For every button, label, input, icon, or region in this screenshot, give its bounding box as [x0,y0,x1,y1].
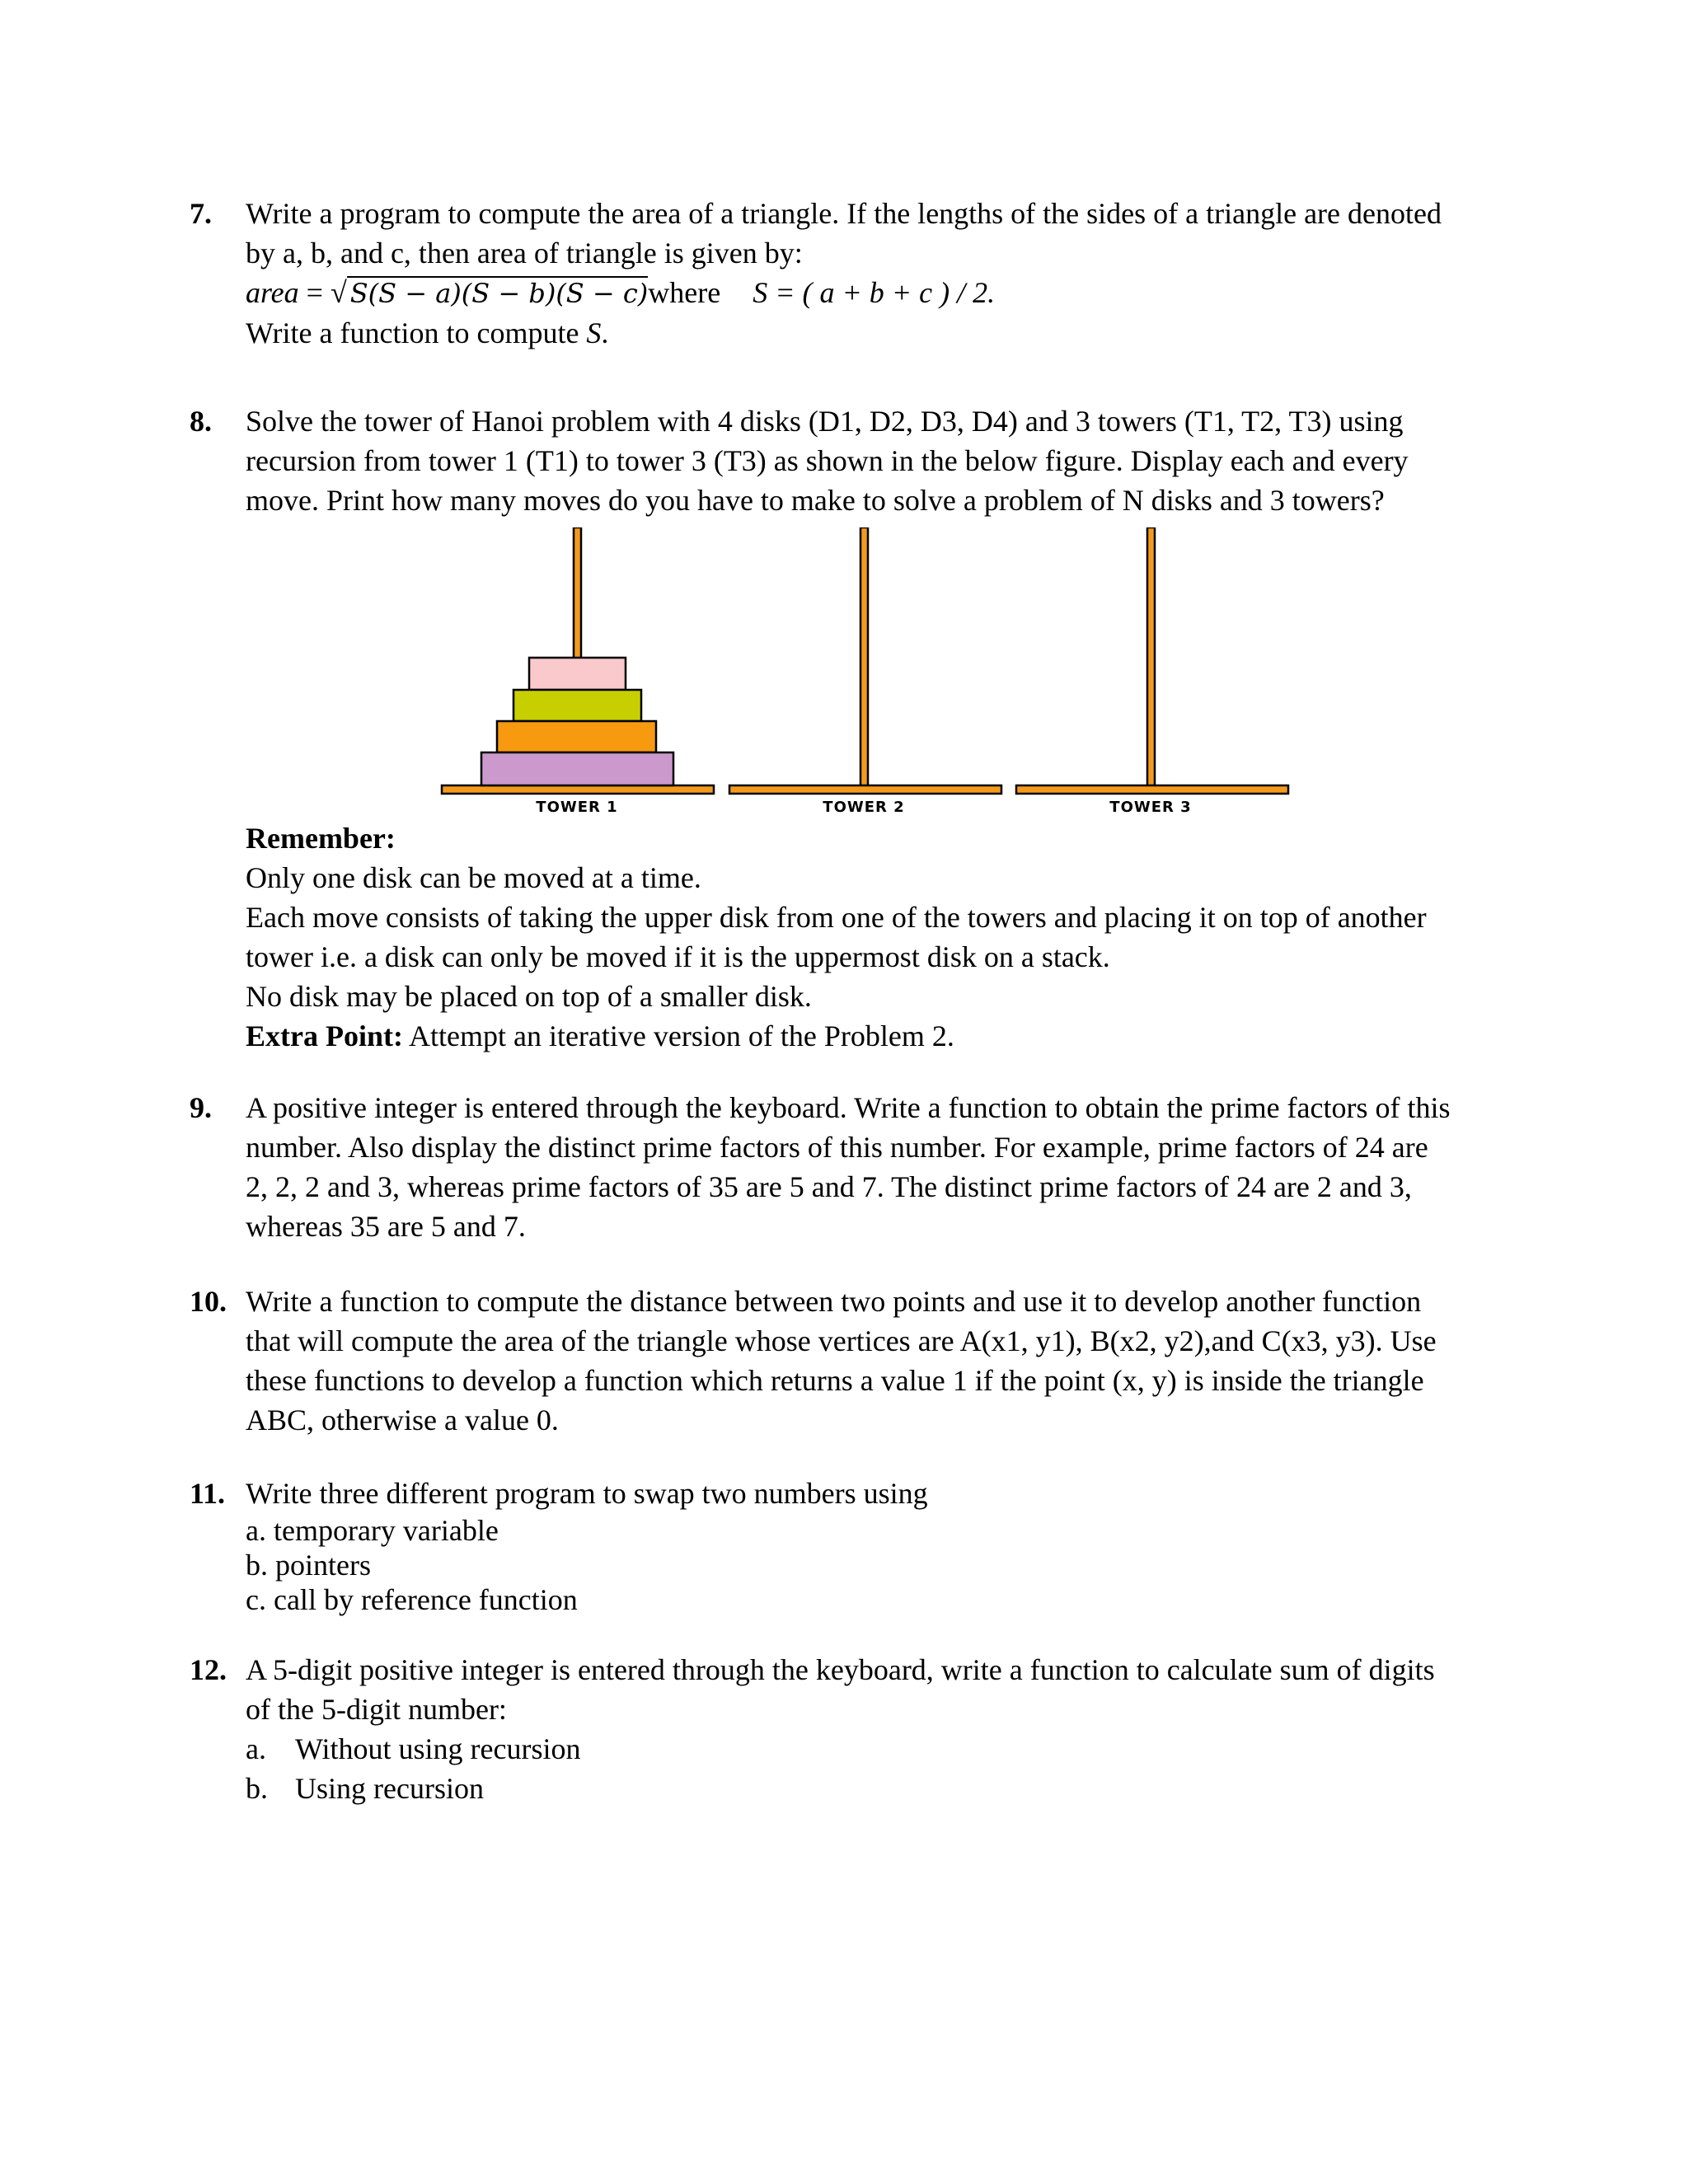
question-text-line: move. Print how many moves do you have to make to solve a problem of N disks and 3 towers? [246,484,1385,517]
formula-s-definition: S = ( a + b + c ) / 2. [753,276,996,309]
option-marker: b. [246,1772,268,1805]
question-text-line: these functions to develop a function which returns a value 1 if the point (x, y) is inside the triangle [246,1364,1424,1397]
disk-d3 [497,721,656,752]
tower-2-rod [860,527,868,790]
question-text-line: that will compute the area of the triangle whose vertices are A(x1, y1), B(x2, y2),and C(x3, y3). Use [246,1324,1437,1357]
question-number: 8. [190,405,212,438]
question-text-line: of the 5-digit number: [246,1693,507,1726]
tower-1-base [442,785,714,794]
question-body [246,1282,1531,1440]
question-number: 7. [190,197,212,230]
tower-3-label: TOWER 3 [1109,799,1192,816]
option-item [246,1729,1531,1769]
tower-2 [729,527,1001,794]
question-10 [190,1282,1508,1446]
tower-3 [1016,527,1288,794]
tower-3-base [1016,785,1288,794]
formula-where: where [648,276,721,309]
extra-point-text: Attempt an iterative version of the Problem 2. [402,1019,954,1052]
area-formula [246,273,1531,313]
option-item: c. call by reference function [246,1583,578,1616]
question-9 [190,1088,1508,1253]
tower-of-hanoi-figure [437,527,1294,820]
question-body [246,194,1531,353]
question-body [246,1650,1531,1808]
option-item [246,1769,1531,1808]
remember-line: Only one disk can be moved at a time. [246,861,701,894]
question-text-line: A positive integer is entered through the keyboard. Write a function to obtain the prime factors of this [246,1091,1451,1124]
question-text-line: Solve the tower of Hanoi problem with 4 disks (D1, D2, D3, D4) and 3 towers (T1, T2, T3) using [246,405,1404,438]
remember-body [246,818,1531,1056]
question-text-line: by a, b, and c, then area of triangle is given by: [246,237,803,269]
question-body [246,401,1531,520]
question-text-line: ABC, otherwise a value 0. [246,1404,559,1436]
square-root-icon: √ [330,276,347,309]
remember-line: No disk may be placed on top of a smaller disk. [246,980,812,1013]
extra-point-line [246,1016,1531,1056]
question-text-line: number. Also display the distinct prime factors of this number. For example, prime factors of 24 are [246,1131,1428,1164]
closing-variable: S [586,316,602,349]
closing-text: Write a function to compute [246,316,587,349]
remember-block [190,818,1508,1057]
question-text-line: Write a function to compute the distance between two points and use it to develop another function [246,1285,1422,1318]
question-number: 11. [190,1477,226,1510]
formula-radicand: S(S − a)(S − b)(S − c) [347,276,649,309]
tower-3-rod [1147,527,1155,790]
question-text-line: whereas 35 are 5 and 7. [246,1210,526,1243]
question-7 [190,194,1508,367]
question-number: 10. [190,1285,227,1318]
extra-point-label: Extra Point: [246,1019,403,1052]
tower-2-base [729,785,1001,794]
question-number: 9. [190,1091,212,1124]
question-text-line: Write a program to compute the area of a triangle. If the lengths of the sides of a triangle are denoted [246,197,1442,230]
disk-d1 [529,658,626,690]
formula-area-label: area [246,276,299,309]
remember-line: tower i.e. a disk can only be moved if it is the uppermost disk on a stack. [246,940,1110,973]
remember-heading: Remember: [246,822,396,855]
question-number: 12. [190,1653,227,1686]
question-12 [190,1650,1508,1815]
option-item: a. temporary variable [246,1514,499,1547]
disk-d4 [481,752,673,785]
question-body [246,1474,1531,1617]
option-marker: a. [246,1732,266,1765]
remember-line: Each move consists of taking the upper disk from one of the towers and placing it on top of another [246,901,1427,934]
question-body [246,1088,1531,1246]
question-text-line: Write three different program to swap two numbers using [246,1477,928,1510]
question-text-line: A 5-digit positive integer is entered through the keyboard, write a function to calculate sum of digits [246,1653,1435,1686]
option-text: Without using recursion [295,1732,581,1765]
question-text-line: recursion from tower 1 (T1) to tower 3 (T3) as shown in the below figure. Display each and every [246,444,1409,477]
closing-period: . [601,316,609,349]
question-text-line: 2, 2, 2 and 3, whereas prime factors of 35 are 5 and 7. The distinct prime factors of 24 are 2 and 3, [246,1170,1412,1203]
option-text: Using recursion [295,1772,484,1805]
tower-2-label: TOWER 2 [823,799,905,816]
disk-d2 [513,690,641,721]
option-item: b. pointers [246,1549,371,1582]
formula-equals: = [306,276,323,309]
question-11 [190,1474,1508,1622]
question-closing-line [246,313,1531,353]
tower-1-label: TOWER 1 [536,799,618,816]
